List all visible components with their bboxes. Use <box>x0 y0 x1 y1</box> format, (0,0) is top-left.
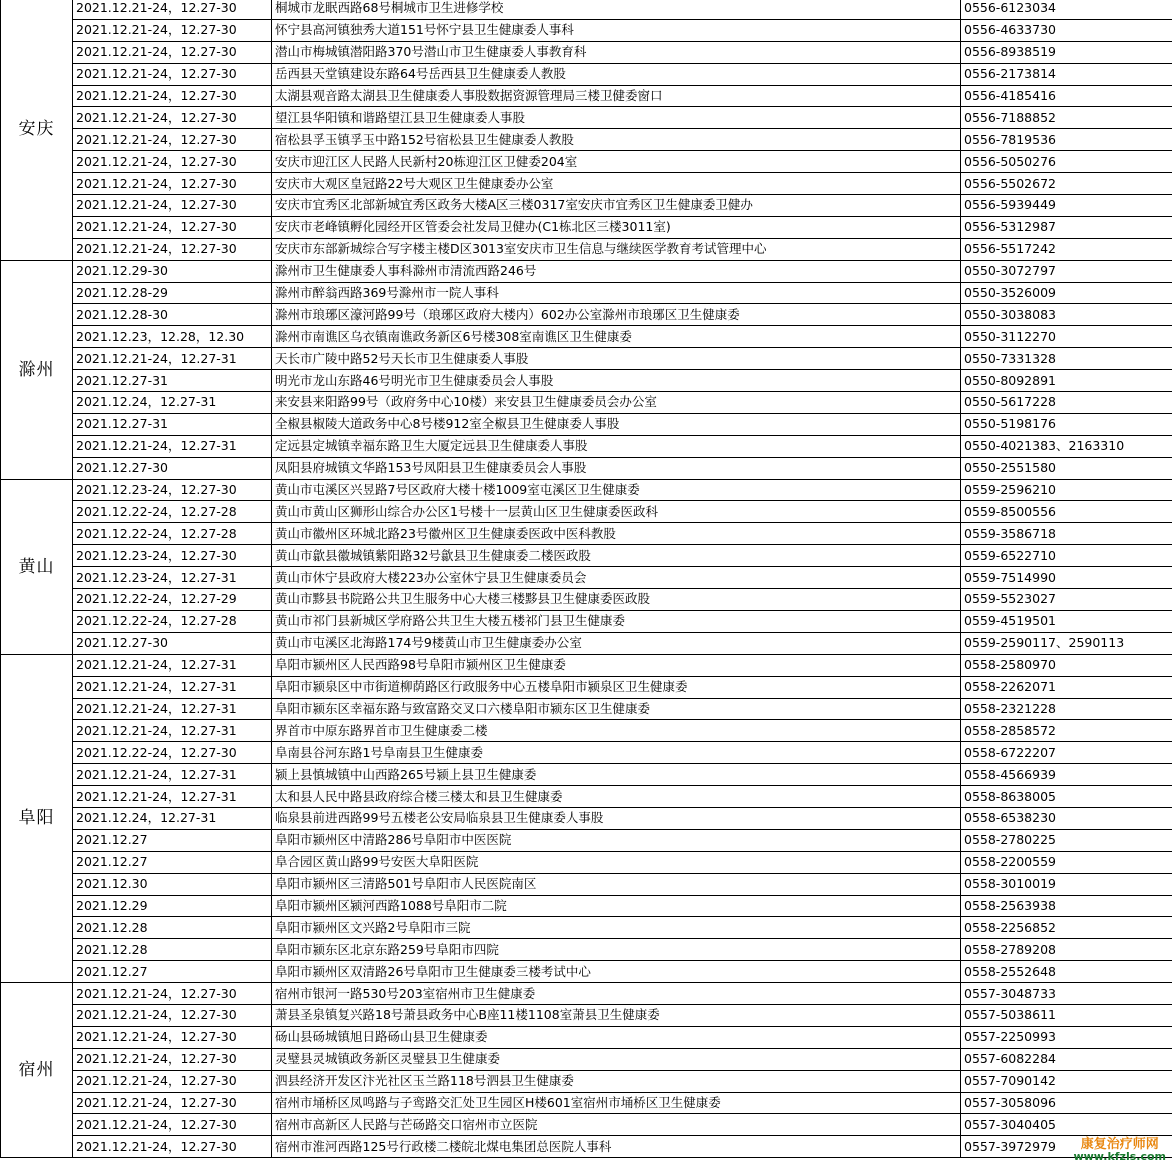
phone-cell: 0550-2551580 <box>961 457 1172 479</box>
date-cell: 2021.12.21-24，12.27-30 <box>73 173 272 195</box>
date-cell: 2021.12.21-24，12.27-30 <box>73 1070 272 1092</box>
address-cell: 安庆市老峰镇孵化园经开区管委会社发局卫健办(C1栋北区三楼3011室) <box>272 216 961 238</box>
address-cell: 明光市龙山东路46号明光市卫生健康委员会人事股 <box>272 370 961 392</box>
phone-cell: 0558-3010019 <box>961 873 1172 895</box>
phone-cell: 0550-3072797 <box>961 260 1172 282</box>
phone-cell: 0550-7331328 <box>961 348 1172 370</box>
address-cell: 安庆市宜秀区北部新城宜秀区政务大楼A区三楼0317室安庆市宜秀区卫生健康委卫健办 <box>272 195 961 217</box>
table-row <box>1 829 1172 851</box>
date-cell: 2021.12.21-24，12.27-31 <box>73 720 272 742</box>
address-cell: 黄山市祁门县新城区学府路公共卫生大楼五楼祁门县卫生健康委 <box>272 610 961 632</box>
date-cell: 2021.12.21-24，12.27-30 <box>73 195 272 217</box>
date-cell: 2021.12.29-30 <box>73 260 272 282</box>
address-cell: 潜山市梅城镇潜阳路370号潜山市卫生健康委人事教育科 <box>272 41 961 63</box>
phone-cell: 0556-4185416 <box>961 85 1172 107</box>
date-cell: 2021.12.21-24，12.27-30 <box>73 1026 272 1048</box>
phone-cell: 0550-4021383、2163310 <box>961 435 1172 457</box>
date-cell: 2021.12.21-24，12.27-30 <box>73 107 272 129</box>
table-row <box>1 545 1172 567</box>
phone-cell: 0558-2789208 <box>961 939 1172 961</box>
phone-cell: 0550-5198176 <box>961 413 1172 435</box>
phone-cell: 0556-2173814 <box>961 63 1172 85</box>
date-cell: 2021.12.21-24，12.27-31 <box>73 786 272 808</box>
table-row <box>1 129 1172 151</box>
address-cell: 滁州市醉翁西路369号滁州市一院人事科 <box>272 282 961 304</box>
address-cell: 桐城市龙眠西路68号桐城市卫生进修学校 <box>272 0 961 19</box>
table-row <box>1 1136 1172 1158</box>
phone-cell: 0556-5312987 <box>961 216 1172 238</box>
date-cell: 2021.12.21-24，12.27-30 <box>73 0 272 19</box>
date-cell: 2021.12.24，12.27-31 <box>73 392 272 414</box>
table-row <box>1 676 1172 698</box>
table-row <box>1 654 1172 676</box>
date-cell: 2021.12.23-24，12.27-31 <box>73 567 272 589</box>
date-cell: 2021.12.22-24，12.27-28 <box>73 501 272 523</box>
phone-cell: 0550-3112270 <box>961 326 1172 348</box>
date-cell: 2021.12.21-24，12.27-30 <box>73 85 272 107</box>
date-cell: 2021.12.21-24，12.27-30 <box>73 1114 272 1136</box>
date-cell: 2021.12.28-30 <box>73 304 272 326</box>
phone-cell: 0558-2321228 <box>961 698 1172 720</box>
phone-cell: 0557-3972979 <box>961 1136 1172 1158</box>
address-cell: 天长市广陵中路52号天长市卫生健康委人事股 <box>272 348 961 370</box>
address-cell: 阜阳市颍泉区中市街道柳荫路区行政服务中心五楼阜阳市颍泉区卫生健康委 <box>272 676 961 698</box>
table-row <box>1 107 1172 129</box>
date-cell: 2021.12.27 <box>73 829 272 851</box>
date-cell: 2021.12.24，12.27-31 <box>73 807 272 829</box>
address-cell: 黄山市黄山区狮形山综合办公区1号楼十一层黄山区卫生健康委医政科 <box>272 501 961 523</box>
phone-cell: 0556-5050276 <box>961 151 1172 173</box>
table-row <box>1 370 1172 392</box>
address-cell: 岳西县天堂镇建设东路64号岳西县卫生健康委人教股 <box>272 63 961 85</box>
phone-cell: 0558-6722207 <box>961 742 1172 764</box>
address-cell: 滁州市南谯区乌衣镇南谯政务新区6号楼308室南谯区卫生健康委 <box>272 326 961 348</box>
date-cell: 2021.12.23，12.28，12.30 <box>73 326 272 348</box>
phone-cell: 0550-5617228 <box>961 392 1172 414</box>
date-cell: 2021.12.22-24，12.27-29 <box>73 589 272 611</box>
date-cell: 2021.12.27 <box>73 851 272 873</box>
table-row <box>1 216 1172 238</box>
table-row <box>1 589 1172 611</box>
address-cell: 宿州市银河一路530号203室宿州市卫生健康委 <box>272 983 961 1005</box>
table-row <box>1 348 1172 370</box>
phone-cell: 0556-5517242 <box>961 238 1172 260</box>
phone-cell: 0558-2563938 <box>961 895 1172 917</box>
table-row <box>1 392 1172 414</box>
address-cell: 宿州市埇桥区凤鸣路与子鸾路交汇处卫生园区H楼601室宿州市埇桥区卫生健康委 <box>272 1092 961 1114</box>
address-cell: 宿州市高新区人民路与芒砀路交口宿州市立医院 <box>272 1114 961 1136</box>
date-cell: 2021.12.21-24，12.27-30 <box>73 1136 272 1158</box>
table-row <box>1 1026 1172 1048</box>
address-cell: 太和县人民中路县政府综合楼三楼太和县卫生健康委 <box>272 786 961 808</box>
table-row <box>1 523 1172 545</box>
address-cell: 安庆市大观区皇冠路22号大观区卫生健康委办公室 <box>272 173 961 195</box>
date-cell: 2021.12.21-24，12.27-31 <box>73 676 272 698</box>
table-row <box>1 786 1172 808</box>
phone-cell: 0557-5038611 <box>961 1004 1172 1026</box>
date-cell: 2021.12.27 <box>73 961 272 983</box>
phone-cell: 0558-2552648 <box>961 961 1172 983</box>
date-cell: 2021.12.21-24，12.27-30 <box>73 63 272 85</box>
address-cell: 黄山市歙县徽城镇紫阳路32号歙县卫生健康委二楼医政股 <box>272 545 961 567</box>
date-cell: 2021.12.21-24，12.27-31 <box>73 435 272 457</box>
table-row <box>1 63 1172 85</box>
phone-cell: 0558-4566939 <box>961 764 1172 786</box>
city-name-cell: 滁州 <box>1 260 73 479</box>
date-cell: 2021.12.21-24，12.27-31 <box>73 654 272 676</box>
address-cell: 阜南县谷河东路1号阜南县卫生健康委 <box>272 742 961 764</box>
phone-cell: 0550-8092891 <box>961 370 1172 392</box>
table-row <box>1 983 1172 1005</box>
address-cell: 阜阳市颍州区文兴路2号阜阳市三院 <box>272 917 961 939</box>
table-row <box>1 632 1172 654</box>
city-name-cell: 黄山 <box>1 479 73 654</box>
phone-cell: 0557-3058096 <box>961 1092 1172 1114</box>
address-cell: 望江县华阳镇和谐路望江县卫生健康委人事股 <box>272 107 961 129</box>
address-cell: 太湖县观音路太湖县卫生健康委人事股数据资源管理局三楼卫健委窗口 <box>272 85 961 107</box>
table-row <box>1 326 1172 348</box>
table-row <box>1 304 1172 326</box>
address-cell: 宿松县孚玉镇孚玉中路152号宿松县卫生健康委人教股 <box>272 129 961 151</box>
address-cell: 安庆市迎江区人民路人民新村20栋迎江区卫健委204室 <box>272 151 961 173</box>
phone-cell: 0557-7090142 <box>961 1070 1172 1092</box>
phone-cell: 0558-2256852 <box>961 917 1172 939</box>
phone-cell: 0556-6123034 <box>961 0 1172 19</box>
table-row <box>1 851 1172 873</box>
table-row <box>1 435 1172 457</box>
phone-cell: 0558-6538230 <box>961 807 1172 829</box>
phone-cell: 0559-5523027 <box>961 589 1172 611</box>
table-row <box>1 195 1172 217</box>
address-cell: 阜阳市颍州区三清路501号阜阳市人民医院南区 <box>272 873 961 895</box>
address-cell: 滁州市卫生健康委人事科滁州市清流西路246号 <box>272 260 961 282</box>
table-row <box>1 413 1172 435</box>
date-cell: 2021.12.21-24，12.27-30 <box>73 1048 272 1070</box>
phone-cell: 0559-3586718 <box>961 523 1172 545</box>
table-row <box>1 260 1172 282</box>
phone-cell: 0558-2262071 <box>961 676 1172 698</box>
address-cell: 临泉县前进西路99号五楼老公安局临泉县卫生健康委人事股 <box>272 807 961 829</box>
table-row <box>1 764 1172 786</box>
address-cell: 灵璧县灵城镇政务新区灵璧县卫生健康委 <box>272 1048 961 1070</box>
address-cell: 安庆市东部新城综合写字楼主楼D区3013室安庆市卫生信息与继续医学教育考试管理中心 <box>272 238 961 260</box>
phone-cell: 0559-4519501 <box>961 610 1172 632</box>
table-row <box>1 1004 1172 1026</box>
address-cell: 泗县经济开发区汴光社区玉兰路118号泗县卫生健康委 <box>272 1070 961 1092</box>
table-row <box>1 939 1172 961</box>
phone-cell: 0556-8938519 <box>961 41 1172 63</box>
city-name-cell: 阜阳 <box>1 654 73 982</box>
date-cell: 2021.12.21-24，12.27-30 <box>73 41 272 63</box>
phone-cell: 0557-3048733 <box>961 983 1172 1005</box>
address-cell: 凤阳县府城镇文华路153号凤阳县卫生健康委员会人事股 <box>272 457 961 479</box>
table-row <box>1 698 1172 720</box>
table-row <box>1 282 1172 304</box>
address-cell: 界首市中原东路界首市卫生健康委二楼 <box>272 720 961 742</box>
address-cell: 砀山县砀城镇旭日路砀山县卫生健康委 <box>272 1026 961 1048</box>
table-body <box>1 0 1172 1158</box>
phone-cell: 0550-3526009 <box>961 282 1172 304</box>
city-name-cell: 安庆 <box>1 0 73 260</box>
phone-cell: 0550-3038083 <box>961 304 1172 326</box>
address-cell: 颍上县慎城镇中山西路265号颍上县卫生健康委 <box>272 764 961 786</box>
phone-cell: 0556-5939449 <box>961 195 1172 217</box>
date-cell: 2021.12.28-29 <box>73 282 272 304</box>
address-cell: 黄山市休宁县政府大楼223办公室休宁县卫生健康委员会 <box>272 567 961 589</box>
address-cell: 阜阳市颍州区中清路286号阜阳市中医医院 <box>272 829 961 851</box>
date-cell: 2021.12.23-24，12.27-30 <box>73 545 272 567</box>
date-cell: 2021.12.22-24，12.27-30 <box>73 742 272 764</box>
phone-cell: 0558-2580970 <box>961 654 1172 676</box>
date-cell: 2021.12.21-24，12.27-30 <box>73 19 272 41</box>
date-cell: 2021.12.23-24，12.27-30 <box>73 479 272 501</box>
address-cell: 阜阳市颍州区双清路26号阜阳市卫生健康委三楼考试中心 <box>272 961 961 983</box>
phone-cell: 0559-2596210 <box>961 479 1172 501</box>
table-row <box>1 610 1172 632</box>
phone-cell: 0559-8500556 <box>961 501 1172 523</box>
address-cell: 黄山市黟县书院路公共卫生服务中心大楼三楼黟县卫生健康委医政股 <box>272 589 961 611</box>
address-cell: 黄山市屯溪区兴昱路7号区政府大楼十楼1009室屯溪区卫生健康委 <box>272 479 961 501</box>
address-cell: 阜阳市颍州区颍河西路1088号阜阳市二院 <box>272 895 961 917</box>
date-cell: 2021.12.29 <box>73 895 272 917</box>
date-cell: 2021.12.28 <box>73 939 272 961</box>
phone-cell: 0558-2858572 <box>961 720 1172 742</box>
table-row <box>1 501 1172 523</box>
phone-cell: 0559-6522710 <box>961 545 1172 567</box>
watermark-title: 康复治疗师网 <box>1080 1136 1159 1152</box>
date-cell: 2021.12.21-24，12.27-30 <box>73 1092 272 1114</box>
address-cell: 定远县定城镇幸福东路卫生大厦定远县卫生健康委人事股 <box>272 435 961 457</box>
date-cell: 2021.12.21-24，12.27-30 <box>73 238 272 260</box>
table-row <box>1 917 1172 939</box>
table-row <box>1 742 1172 764</box>
phone-cell: 0559-2590117、2590113 <box>961 632 1172 654</box>
phone-cell: 0556-7188852 <box>961 107 1172 129</box>
date-cell: 2021.12.21-24，12.27-30 <box>73 983 272 1005</box>
address-cell: 阜阳市颍州区人民西路98号阜阳市颍州区卫生健康委 <box>272 654 961 676</box>
date-cell: 2021.12.27-30 <box>73 457 272 479</box>
table-row <box>1 19 1172 41</box>
table-row <box>1 807 1172 829</box>
table-row <box>1 85 1172 107</box>
table-row <box>1 961 1172 983</box>
address-cell: 全椒县椒陵大道政务中心8号楼912室全椒县卫生健康委人事股 <box>272 413 961 435</box>
date-cell: 2021.12.22-24，12.27-28 <box>73 610 272 632</box>
watermark-url: www.kfzls.com <box>1073 1150 1166 1164</box>
table-row <box>1 457 1172 479</box>
date-cell: 2021.12.27-30 <box>73 632 272 654</box>
table-row <box>1 1092 1172 1114</box>
table-row <box>1 1048 1172 1070</box>
table-row <box>1 173 1172 195</box>
address-cell: 来安县来阳路99号（政府务中心10楼）来安县卫生健康委员会办公室 <box>272 392 961 414</box>
date-cell: 2021.12.21-24，12.27-30 <box>73 216 272 238</box>
date-cell: 2021.12.21-24，12.27-31 <box>73 764 272 786</box>
date-cell: 2021.12.30 <box>73 873 272 895</box>
phone-cell: 0558-8638005 <box>961 786 1172 808</box>
address-cell: 怀宁县高河镇独秀大道151号怀宁县卫生健康委人事科 <box>272 19 961 41</box>
address-cell: 滁州市琅琊区濠河路99号（琅琊区政府大楼内）602办公室滁州市琅琊区卫生健康委 <box>272 304 961 326</box>
address-cell: 萧县圣泉镇复兴路18号萧县政务中心B座11楼1108室萧县卫生健康委 <box>272 1004 961 1026</box>
phone-cell: 0558-2780225 <box>961 829 1172 851</box>
table-row <box>1 238 1172 260</box>
date-cell: 2021.12.22-24，12.27-28 <box>73 523 272 545</box>
table-row <box>1 0 1172 19</box>
phone-cell: 0558-2200559 <box>961 851 1172 873</box>
phone-cell: 0557-3040405 <box>961 1114 1172 1136</box>
phone-cell: 0557-2250993 <box>961 1026 1172 1048</box>
table-row <box>1 1114 1172 1136</box>
phone-cell: 0556-4633730 <box>961 19 1172 41</box>
city-name-cell: 宿州 <box>1 983 73 1158</box>
address-cell: 黄山市徽州区环城北路23号徽州区卫生健康委医政中医科教股 <box>272 523 961 545</box>
address-cell: 宿州市淮河西路125号行政楼二楼皖北煤电集团总医院人事科 <box>272 1136 961 1158</box>
table-row <box>1 1070 1172 1092</box>
date-cell: 2021.12.27-31 <box>73 413 272 435</box>
address-cell: 黄山市屯溪区北海路174号9楼黄山市卫生健康委办公室 <box>272 632 961 654</box>
address-cell: 阜阳市颍东区北京东路259号阜阳市四院 <box>272 939 961 961</box>
date-cell: 2021.12.21-24，12.27-30 <box>73 1004 272 1026</box>
table-row <box>1 895 1172 917</box>
phone-cell: 0556-7819536 <box>961 129 1172 151</box>
table-row <box>1 720 1172 742</box>
date-cell: 2021.12.21-24，12.27-31 <box>73 698 272 720</box>
address-cell: 阜合园区黄山路99号安医大阜阳医院 <box>272 851 961 873</box>
address-cell: 阜阳市颍东区幸福东路与致富路交叉口六楼阜阳市颍东区卫生健康委 <box>272 698 961 720</box>
phone-cell: 0559-7514990 <box>961 567 1172 589</box>
date-cell: 2021.12.21-24，12.27-30 <box>73 151 272 173</box>
table-row <box>1 41 1172 63</box>
date-cell: 2021.12.28 <box>73 917 272 939</box>
table-row <box>1 479 1172 501</box>
date-cell: 2021.12.21-24，12.27-31 <box>73 348 272 370</box>
table-row <box>1 567 1172 589</box>
table-row <box>1 873 1172 895</box>
date-cell: 2021.12.27-31 <box>73 370 272 392</box>
date-cell: 2021.12.21-24，12.27-30 <box>73 129 272 151</box>
site-watermark <box>1073 1138 1166 1163</box>
phone-cell: 0557-6082284 <box>961 1048 1172 1070</box>
phone-cell: 0556-5502672 <box>961 173 1172 195</box>
table-row <box>1 151 1172 173</box>
